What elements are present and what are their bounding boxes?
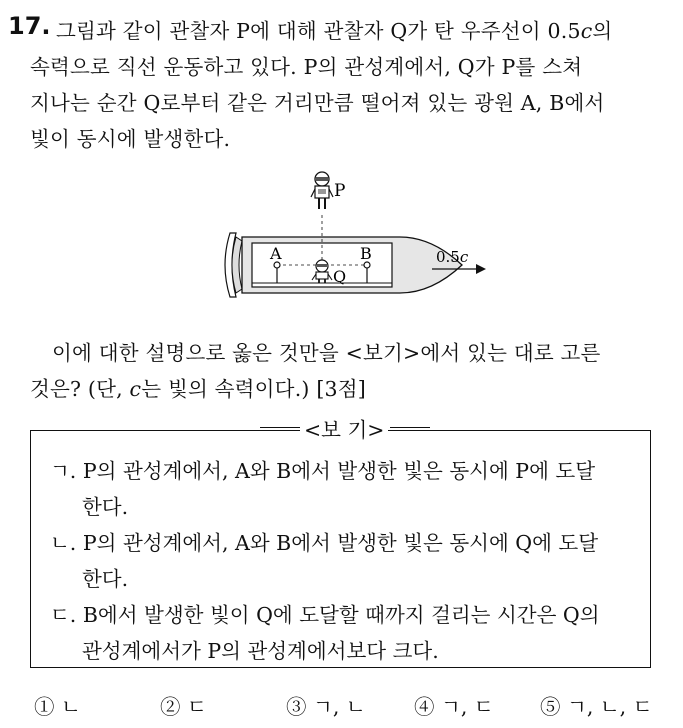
option-n-marker: ㄴ. bbox=[50, 531, 77, 555]
prompt-line-2 bbox=[30, 372, 366, 402]
label-q: Q bbox=[333, 267, 347, 286]
prompt-line-2-a: 것은? (단, bbox=[30, 377, 130, 401]
prompt-line-1: 이에 대한 설명으로 옳은 것만을 <보기>에서 있는 대로 고른 bbox=[52, 341, 601, 365]
question-line-1-text: 그림과 같이 관찰자 P에 대해 관찰자 Q가 탄 우주선이 0.5 bbox=[56, 19, 581, 43]
label-a: A bbox=[270, 244, 282, 263]
choice-1[interactable]: ① ㄴ bbox=[34, 695, 81, 719]
label-b: B bbox=[360, 244, 372, 263]
question-line-2: 속력으로 직선 운동하고 있다. P의 관성계에서, Q가 P를 스쳐 bbox=[30, 55, 583, 79]
option-g-marker: ㄱ. bbox=[50, 459, 77, 483]
choice-3[interactable]: ③ ㄱ, ㄴ bbox=[286, 695, 366, 719]
question-line-4: 빛이 동시에 발생한다. bbox=[30, 127, 231, 151]
bogi-title-left-rule bbox=[260, 427, 300, 428]
observer-p-figure bbox=[311, 172, 333, 209]
option-d-line-2: 관성계에서가 P의 관성계에서보다 크다. bbox=[82, 639, 439, 663]
option-d-text-1: B에서 발생한 빛이 Q에 도달할 때까지 걸리는 시간은 Q의 bbox=[82, 603, 600, 627]
option-g-text-1: P의 관성계에서, A와 B에서 발생한 빛은 동시에 P에 도달 bbox=[82, 459, 596, 483]
bogi-title-right-rule bbox=[390, 427, 430, 428]
question-line-3: 지나는 순간 Q로부터 같은 거리만큼 떨어져 있는 광원 A, B에서 bbox=[30, 91, 605, 115]
prompt-line-2-b: 는 빛의 속력이다.) [3점] bbox=[141, 377, 366, 401]
velocity-label: 0.5c bbox=[436, 248, 469, 266]
option-n-line-2: 한다. bbox=[82, 567, 129, 591]
option-n-line-1 bbox=[50, 526, 598, 556]
label-p: P bbox=[334, 181, 346, 201]
question-number: 17. bbox=[8, 12, 51, 40]
choice-4[interactable]: ④ ㄱ, ㄷ bbox=[414, 695, 494, 719]
question-line-1 bbox=[56, 14, 612, 44]
bogi-title: <보 기> bbox=[300, 413, 388, 443]
option-d-line-1 bbox=[50, 598, 600, 628]
option-g-line-2: 한다. bbox=[82, 495, 129, 519]
spaceship-figure bbox=[200, 165, 490, 310]
choice-5[interactable]: ⑤ ㄱ, ㄴ, ㄷ bbox=[540, 695, 653, 719]
choice-2[interactable]: ② ㄷ bbox=[160, 695, 207, 719]
nozzle-inner bbox=[232, 237, 242, 293]
question-line-1-var: c bbox=[580, 19, 593, 43]
velocity-arrow-head bbox=[476, 264, 486, 274]
option-d-marker: ㄷ. bbox=[50, 603, 77, 627]
option-n-text-1: P의 관성계에서, A와 B에서 발생한 빛은 동시에 Q에 도달 bbox=[82, 531, 599, 555]
prompt-line-2-var: c bbox=[129, 377, 142, 401]
option-g-line-1 bbox=[50, 454, 595, 484]
question-line-1-tail: 의 bbox=[592, 19, 613, 43]
